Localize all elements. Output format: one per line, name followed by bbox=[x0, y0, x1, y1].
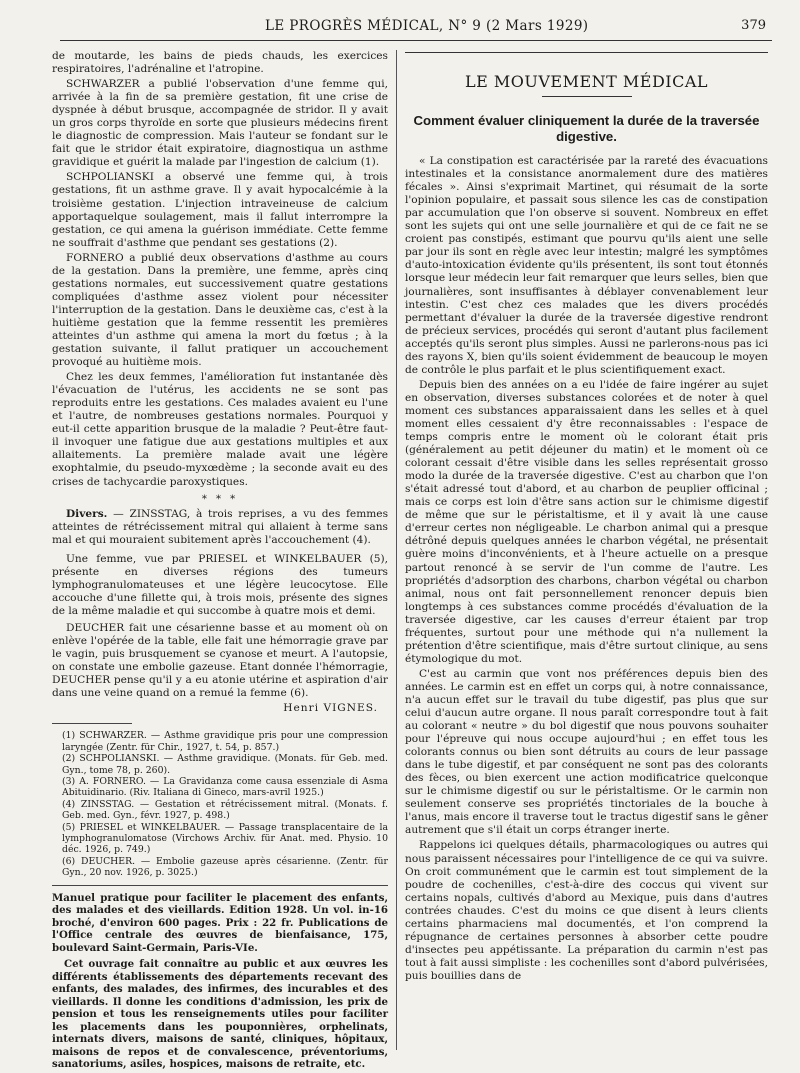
footnote-rule bbox=[52, 723, 132, 724]
article-title: Comment évaluer cliniquement la durée de la traversée digestive. bbox=[413, 113, 760, 145]
book-notice-rule bbox=[52, 885, 388, 886]
paragraph: « La constipation est caractérisée par la rareté des évacuations intestinales et la consistance anormalement dure des matières fécales ». Ainsi s'exprimait Martinet, qui résumait de la sorte l'opinion populaire, et passait sous silence les cas de constipation par accumulation que l'on observe si souvent. Nombreux en effet sont les sujets qui ont une selle journalière et qui de ce fait ne se croient pas constipés, estimant que pourvu qu'ils aient une selle par jour ils sont en règle avec leur intestin; malgré les symptômes d'auto-intoxication évidente qu'ils présentent, ils sont tout étonnés lorsque leur médecin leur fait remarquer que leurs selles, bien que journalières, sont insuffisantes à déblayer convenablement leur intestin. C'est chez ces malades que les divers procédés permettant d'évaluer la durée de la traversée digestive rendront de précieux services, procédés qui seront d'autant plus facilement acceptés qu'ils seront plus simples. Aussi ne parlerons-nous pas ici des rayons X, bien qu'ils soient évidemment de beaucoup le moyen de contrôle le plus parfait et le plus scientifiquement exact. bbox=[405, 155, 768, 376]
left-column bbox=[52, 50, 388, 1073]
section-title: LE MOUVEMENT MÉDICAL bbox=[464, 72, 709, 91]
running-header bbox=[60, 14, 772, 41]
paragraph: SCHWARZER a publié l'observation d'une femme qui, arrivée à la fin de sa première gestation, fit une crise de dyspnée à début brusque, accompagnée de stridor. Il y avait un gros corps thyroïde en sorte que plusieurs médecins firent le diagnostic de compression. Mais l'auteur se fondant sur le fait que le stridor était expiratoire, diagnostiqua un asthme gravidique et guérit la malade par l'ingestion de calcium (1). bbox=[52, 78, 388, 169]
footnote: (5) PRIESEL et WINKELBAUER. — Passage transplacentaire de la lymphogranulomatose (Virchows Archiv. für Anat. med. Physio. 10 déc. 1926, p. 749.) bbox=[62, 821, 388, 856]
journal-title: LE PROGRÈS MÉDICAL, N° 9 (2 Mars 1929) bbox=[265, 18, 589, 34]
paragraph: Chez les deux femmes, l'amélioration fut instantanée dès l'évacuation de l'utérus, les accidents ne se sont pas reproduits entre les gestations. Ces malades avaient eu l'une et l'autre, de nombreuses gestations normales. Pourquoi y eut-il cette apparition brusque de la maladie ? Peut-être faut-il invoquer une fatigue due aux gestations multiples et aux allaitements. La première malade avait une légère exophtalmie, du pseudo-myxœdème ; la seconde avait eu des crises de tachycardie paroxystiques. bbox=[52, 371, 388, 488]
column-divider bbox=[396, 50, 397, 1050]
footnotes bbox=[52, 730, 388, 878]
footnote: (4) ZINSSTAG. — Gestation et rétrécissement mitral. (Monats. f. Geb. med. Gyn., févr. 1927, p. 498.) bbox=[62, 798, 388, 822]
book-notice-body: Cet ouvrage fait connaître au public et aux œuvres les différents établissements des départements recevant des enfants, des malades, des infirmes, des incurables et des vieillards. Il donne les conditions d'admission, les prix de pension et tous les renseignements utiles pour faciliter les placements dans les pouponnières, orphelinats, internats divers, maisons de santé, cliniques, hôpitaux, maisons de repos et de convalescence, préventoriums, sanatoriums, asiles, hospices, maisons de retraite, etc. bbox=[52, 958, 388, 1071]
section-top-rule bbox=[405, 52, 768, 53]
paragraph: SCHPOLIANSKI a observé une femme qui, à trois gestations, fit un asthme grave. Il y avait hypocalcémie à la troisième gestation. L'injection intraveineuse de calcium apportaquelque soulagement, mais il fallut interrompre la gestation, ce qui amena la guérison immédiate. Cette femme ne souffrait d'asthme que pendant ses gestations (2). bbox=[52, 171, 388, 249]
right-column bbox=[405, 50, 768, 985]
section-separator: * * * bbox=[201, 493, 239, 505]
paragraph: Depuis bien des années on a eu l'idée de faire ingérer au sujet en observation, diverses substances colorées et de noter à quel moment ces substances apparaissaient dans les selles et à quel moment elles cessaient d'y être reconnaissables : l'espace de temps compris entre le moment où le colorant était pris (généralement au petit déjeuner du matin) et le moment où ce colorant cessait d'être visible dans les selles représentait grosso modo la durée de la traversée digestive. C'est au charbon que l'on s'était adressé tout d'abord, et au charbon de peuplier officinal ; mais ce corps est loin d'être sans action sur le chimisme digestif de même que sur le péristaltisme, et il y avait là une cause d'erreur certes non négligeable. Le charbon animal qui a presque détrôné depuis quelques années le charbon végétal, ne présentait guère moins d'inconvénients, et à l'heure actuelle on a presque partout renoncé à se servir de l'un comme de l'autre. Les propriétés d'adsorption des charbons, charbon végétal ou charbon animal, nous ont fait personnellement renoncer depuis bien longtemps à ces substances comme procédés d'évaluation de la traversée digestive, car les causes d'erreur étaient par trop fréquentes, surtout pour une méthode qui n'a nullement la prétention d'être scientifique, mais d'être surtout clinique, au sens étymologique du mot. bbox=[405, 378, 768, 665]
footnote: (1) SCHWARZER. — Asthme gravidique pris pour une compression laryngée (Zentr. für Chir., 1927, t. 54, p. 857.) bbox=[62, 730, 388, 753]
paragraph: C'est au carmin que vont nos préférences depuis bien des années. Le carmin est en effet un corps qui, à notre connaissance, n'a aucun effet sur le travail du tube digestif, pas plus que sur celui d'aucun autre organe. Il nous paraît correspondre tout à fait au colorant « neutre » du bol digestif que nous pouvons souhaiter pour l'épreuve qui nous occupe aujourd'hui ; en effet tous les colorants connus ou bien sont détruits au cours de leur passage dans le tube digestif, et par conséquent ne sont pas des colorants des fèces, ou bien exercent une action modificatrice quelconque sur le chimisme digestif ou sur le péristaltisme. Or le carmin non seulement conserve ses propriétés tinctoriales de la bouche à l'anus, mais encore il traverse tout le tractus digestif sans le gêner autrement que s'il était un corps étranger inerte. bbox=[405, 667, 768, 837]
footnote: (3) A. FORNERO. — La Gravidanza come causa essenziale di Asma Abituidinario. (Riv. Italiana di Gineco, mars-avril 1925.) bbox=[62, 775, 388, 799]
book-notice bbox=[52, 892, 388, 1071]
paragraph: Une femme, vue par PRIESEL et WINKELBAUER (5), présente en diverses régions des tumeurs lymphogranulomateuses et une légère leucocytose. Elle accouche d'une fillette qui, à trois mois, présente des signes de la même maladie et qui succombe à quatre mois et demi. bbox=[52, 552, 388, 617]
paragraph: Rappelons ici quelques détails, pharmacologiques ou autres qui nous paraissent nécessaires pour l'intelligence de ce qui va suivre. On croit communément que le carmin est tout simplement de la poudre de cochenilles, c'est-à-dire des coccus qui vivent sur certains nopals, cultivés d'abord au Mexique, puis dans d'autres contrées chaudes. C'est du moins ce que disent à leurs clients certains pharmaciens mal documentés, et l'on comprend la répugnance de certaines personnes à absorber cette poudre d'insectes peu appétissante. La préparation du carmin n'est pas tout à fait aussi simpliste : les cochenilles sont d'abord pulvérisées, puis bouillies dans de bbox=[405, 839, 768, 982]
book-notice-head: Manuel pratique pour faciliter le placement des enfants, des malades et des vieillards. Edition 1928. Un vol. in-16 broché, d'environ 600 pages. Prix : 22 fr. Publications de l'Office centrale des œuvres de bienfaisance, 175, boulevard Saint-Germain, Paris-VIe. bbox=[52, 891, 388, 954]
section-title-rule bbox=[542, 96, 632, 97]
divers-text: — ZINSSTAG, à trois reprises, a vu des femmes atteintes de rétrécissement mitral qui allaient à terme sans mal et qui mouraient subitement après l'accouchement (4). bbox=[52, 507, 389, 546]
divers-lead: Divers. bbox=[66, 507, 108, 520]
footnote: (2) SCHPOLIANSKI. — Asthme gravidique. (Monats. für Geb. med. Gyn., tome 78, p. 260). bbox=[62, 753, 388, 776]
author-signature: Henri VIGNES. bbox=[283, 702, 378, 715]
footnote: (6) DEUCHER. — Embolie gazeuse après césarienne. (Zentr. für Gyn., 20 nov. 1926, p. 3025.) bbox=[62, 855, 388, 879]
page-number: 379 bbox=[741, 18, 766, 33]
paragraph: de moutarde, les bains de pieds chauds, les exercices respiratoires, l'adrénaline et l'atropine. bbox=[52, 50, 388, 76]
divers-paragraph bbox=[52, 508, 388, 547]
paragraph: DEUCHER fait une césarienne basse et au moment où on enlève l'opérée de la table, elle fait une hémorragie grave par le vagin, puis brusquement se cyanose et meurt. A l'autopsie, on constate une embolie gazeuse. Etant donnée l'hémorragie, DEUCHER pense qu'il y a eu atonie utérine et aspiration d'air dans une veine quand on a remué la femme (6). bbox=[52, 621, 388, 700]
paragraph: FORNERO a publié deux observations d'asthme au cours de la gestation. Dans la première, une femme, après cinq gestations normales, eut successivement quatre gestations compliquées d'asthme assez violent pour nécessiter l'interruption de la gestation. Dans le deuxième cas, c'est à la huitième gestation que la femme ressentit les premières atteintes d'un asthme qui amena la mort du fœtus ; à la gestation suivante, il fallut pratiquer un accouchement provoqué au huitième mois. bbox=[52, 251, 388, 369]
